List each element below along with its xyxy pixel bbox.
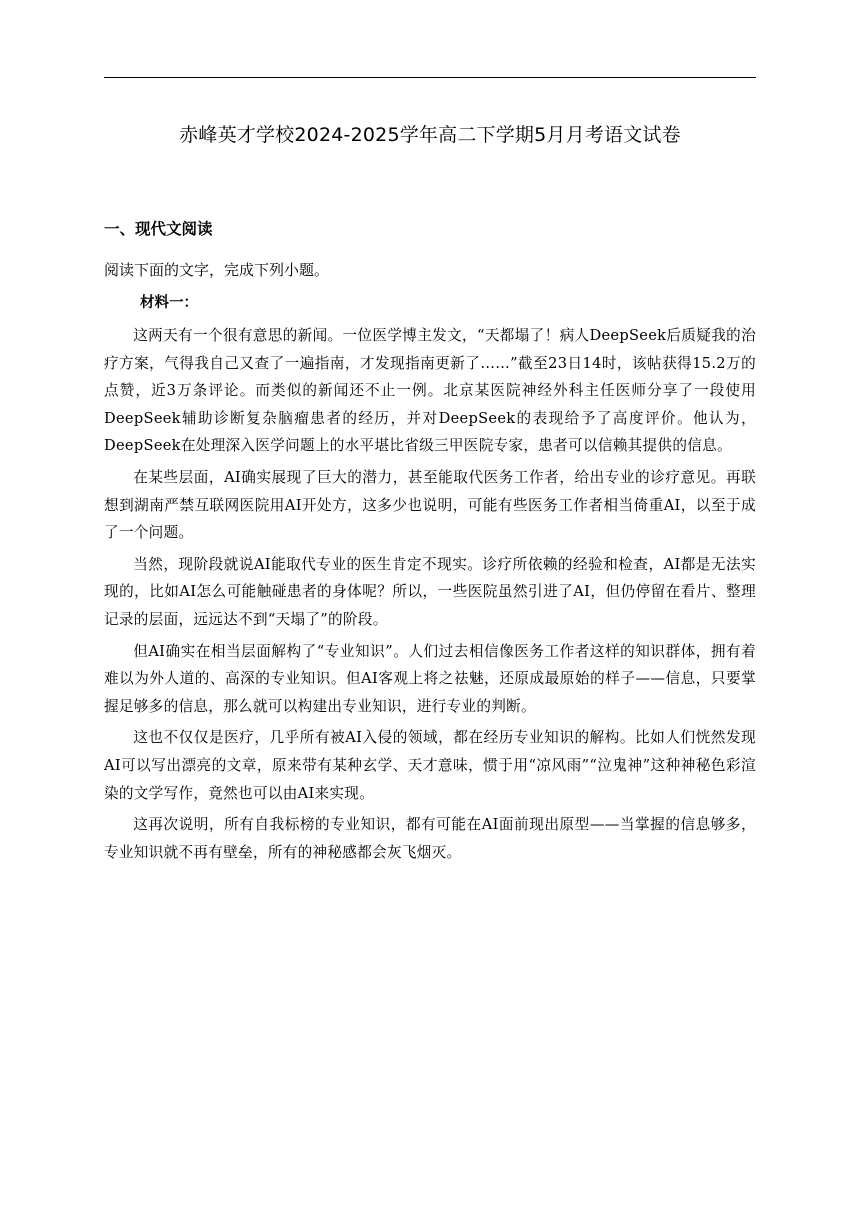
section-heading: 一、现代文阅读 bbox=[104, 220, 213, 238]
paragraph-6: 这再次说明，所有自我标榜的专业知识，都有可能在AI面前现出原型——当掌握的信息够多，专业知识就不再有壁垒，所有的神秘感都会灰飞烟灭。 bbox=[104, 816, 756, 861]
header-rule bbox=[104, 77, 756, 78]
paragraph-5: 这也不仅仅是医疗，几乎所有被AI入侵的领域，都在经历专业知识的解构。比如人们恍然发现AI可以写出漂亮的文章，原来带有某种玄学、天才意味，惯于用“凉风雨”“泣鬼神”这种神秘色彩渲染的文学写作，竟然也可以由AI来实现。 bbox=[104, 729, 756, 802]
paragraph-3: 当然，现阶段就说AI能取代专业的医生肯定不现实。诊疗所依赖的经验和检查，AI都是无法实现的，比如AI怎么可能触碰患者的身体呢？所以，一些医院虽然引进了AI，但仍停留在看片、整理记录的层面，远远达不到“天塌了”的阶段。 bbox=[104, 555, 756, 628]
page-title: 赤峰英才学校2024-2025学年高二下学期5月月考语文试卷 bbox=[179, 124, 681, 146]
paragraph-1: 这两天有一个很有意思的新闻。一位医学博主发文，“天都塌了！病人DeepSeek后质疑我的治疗方案，气得我自己又查了一遍指南，才发现指南更新了……”截至23日14时，该帖获得15.2万的点赞，近3万条评论。而类似的新闻还不止一例。北京某医院神经外科主任医师分享了一段使用DeepSeek辅助诊断复杂脑瘤患者的经历，并对DeepSeek的表现给予了高度评价。他认为，DeepSeek在处理深入医学问题上的水平堪比省级三甲医院专家，患者可以信赖其提供的信息。 bbox=[104, 327, 756, 455]
paragraph-4: 但AI确实在相当层面解构了“专业知识”。人们过去相信像医务工作者这样的知识群体，拥有着难以为外人道的、高深的专业知识。但AI客观上将之祛魅，还原成最原始的样子——信息，只要掌握足够多的信息，那么就可以构建出专业知识，进行专业的判断。 bbox=[104, 642, 756, 715]
reading-instruction: 阅读下面的文字，完成下列小题。 bbox=[104, 261, 330, 279]
material-body bbox=[104, 322, 756, 870]
material-label: 材料一： bbox=[140, 295, 198, 311]
paragraph-2: 在某些层面，AI确实展现了巨大的潜力，甚至能取代医务工作者，给出专业的诊疗意见。再联想到湖南严禁互联网医院用AI开处方，这多少也说明，可能有些医务工作者相当倚重AI，以至于成了一个问题。 bbox=[104, 468, 756, 542]
